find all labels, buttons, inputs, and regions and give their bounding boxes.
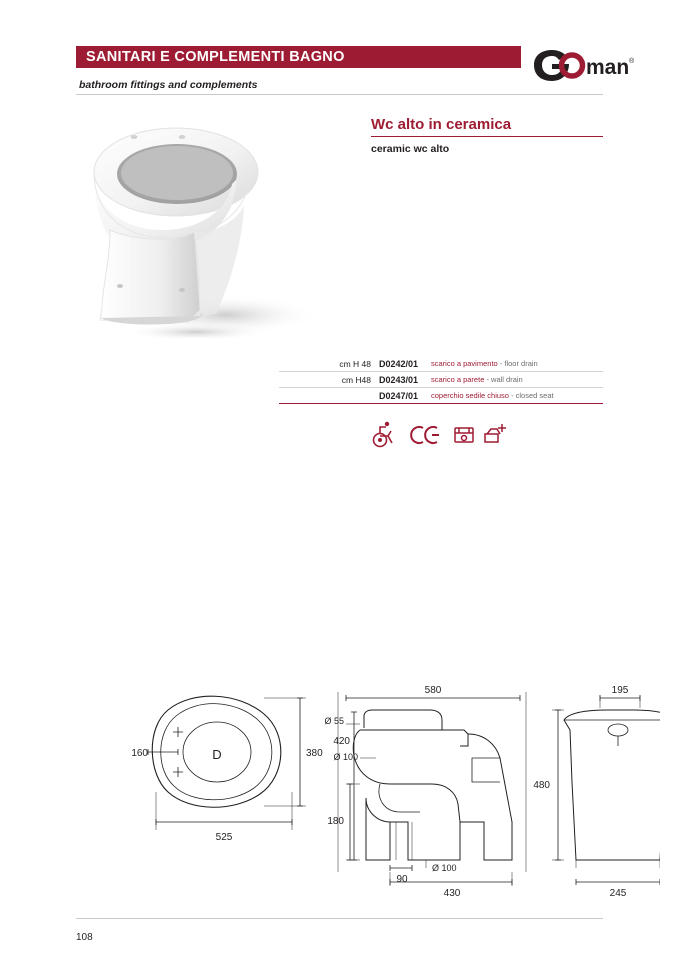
- product-title: Wc alto in ceramica: [371, 116, 512, 133]
- code-description-en: - closed seat: [511, 391, 554, 400]
- product-code-table: [279, 356, 603, 404]
- product-subtitle: ceramic wc alto: [371, 143, 450, 155]
- code-description-it: scarico a parete: [431, 375, 485, 384]
- code-description: [431, 375, 523, 384]
- dim-90: 90: [396, 874, 408, 885]
- pictogram-row: [371, 420, 511, 448]
- dim-d100-upper: Ø 100: [333, 752, 358, 762]
- top-view-drawing: [131, 696, 323, 843]
- front-view-drawing: [533, 685, 660, 899]
- header-banner: [76, 46, 521, 68]
- footer-divider: [76, 918, 603, 919]
- top-view-letter: D: [212, 747, 222, 762]
- dim-d100-lower: Ø 100: [432, 863, 457, 873]
- dim-d55: Ø 55: [324, 716, 344, 726]
- code-description-it: scarico a pavimento: [431, 359, 498, 368]
- code-number: D0242/01: [379, 358, 419, 369]
- dim-580: 580: [424, 685, 442, 696]
- code-description-it: coperchio sedile chiuso: [431, 391, 509, 400]
- dim-380: 380: [306, 748, 323, 759]
- dim-480: 480: [533, 780, 550, 791]
- page-subtitle: bathroom fittings and complements: [79, 79, 258, 91]
- dim-525: 525: [215, 832, 233, 843]
- wheelchair-accessible-icon: [374, 422, 393, 447]
- logo-wordmark: man: [586, 56, 630, 79]
- product-photo: [76, 110, 320, 338]
- page-number: 108: [76, 932, 93, 943]
- code-description-en: - wall drain: [486, 375, 523, 384]
- page-title: SANITARI E COMPLEMENTI BAGNO: [86, 49, 345, 65]
- table-row: [279, 388, 603, 404]
- code-number: D0243/01: [379, 374, 419, 385]
- table-row: [279, 372, 603, 388]
- brand-logo: [528, 48, 638, 82]
- code-description-en: - floor drain: [499, 359, 538, 368]
- dim-160: 160: [131, 748, 148, 759]
- code-description: [431, 391, 554, 400]
- product-title-divider: [371, 136, 603, 137]
- technical-drawings: [60, 672, 660, 902]
- side-view-drawing: [324, 685, 526, 899]
- dim-245: 245: [609, 888, 627, 899]
- dim-195: 195: [611, 685, 629, 696]
- code-number: D0247/01: [379, 390, 419, 401]
- dim-180: 180: [327, 816, 344, 827]
- code-description: [431, 359, 538, 368]
- table-row: [279, 356, 603, 372]
- code-dimension: cm H48: [341, 374, 371, 385]
- ce-mark-icon: [411, 427, 439, 443]
- dim-420: 420: [333, 736, 350, 747]
- stacking-icon: [485, 424, 506, 442]
- svg-text:®: ®: [629, 58, 635, 65]
- header-divider: [76, 94, 603, 95]
- package-box-icon: [455, 428, 473, 442]
- code-dimension: cm H 48: [339, 358, 371, 369]
- dim-430: 430: [443, 888, 461, 899]
